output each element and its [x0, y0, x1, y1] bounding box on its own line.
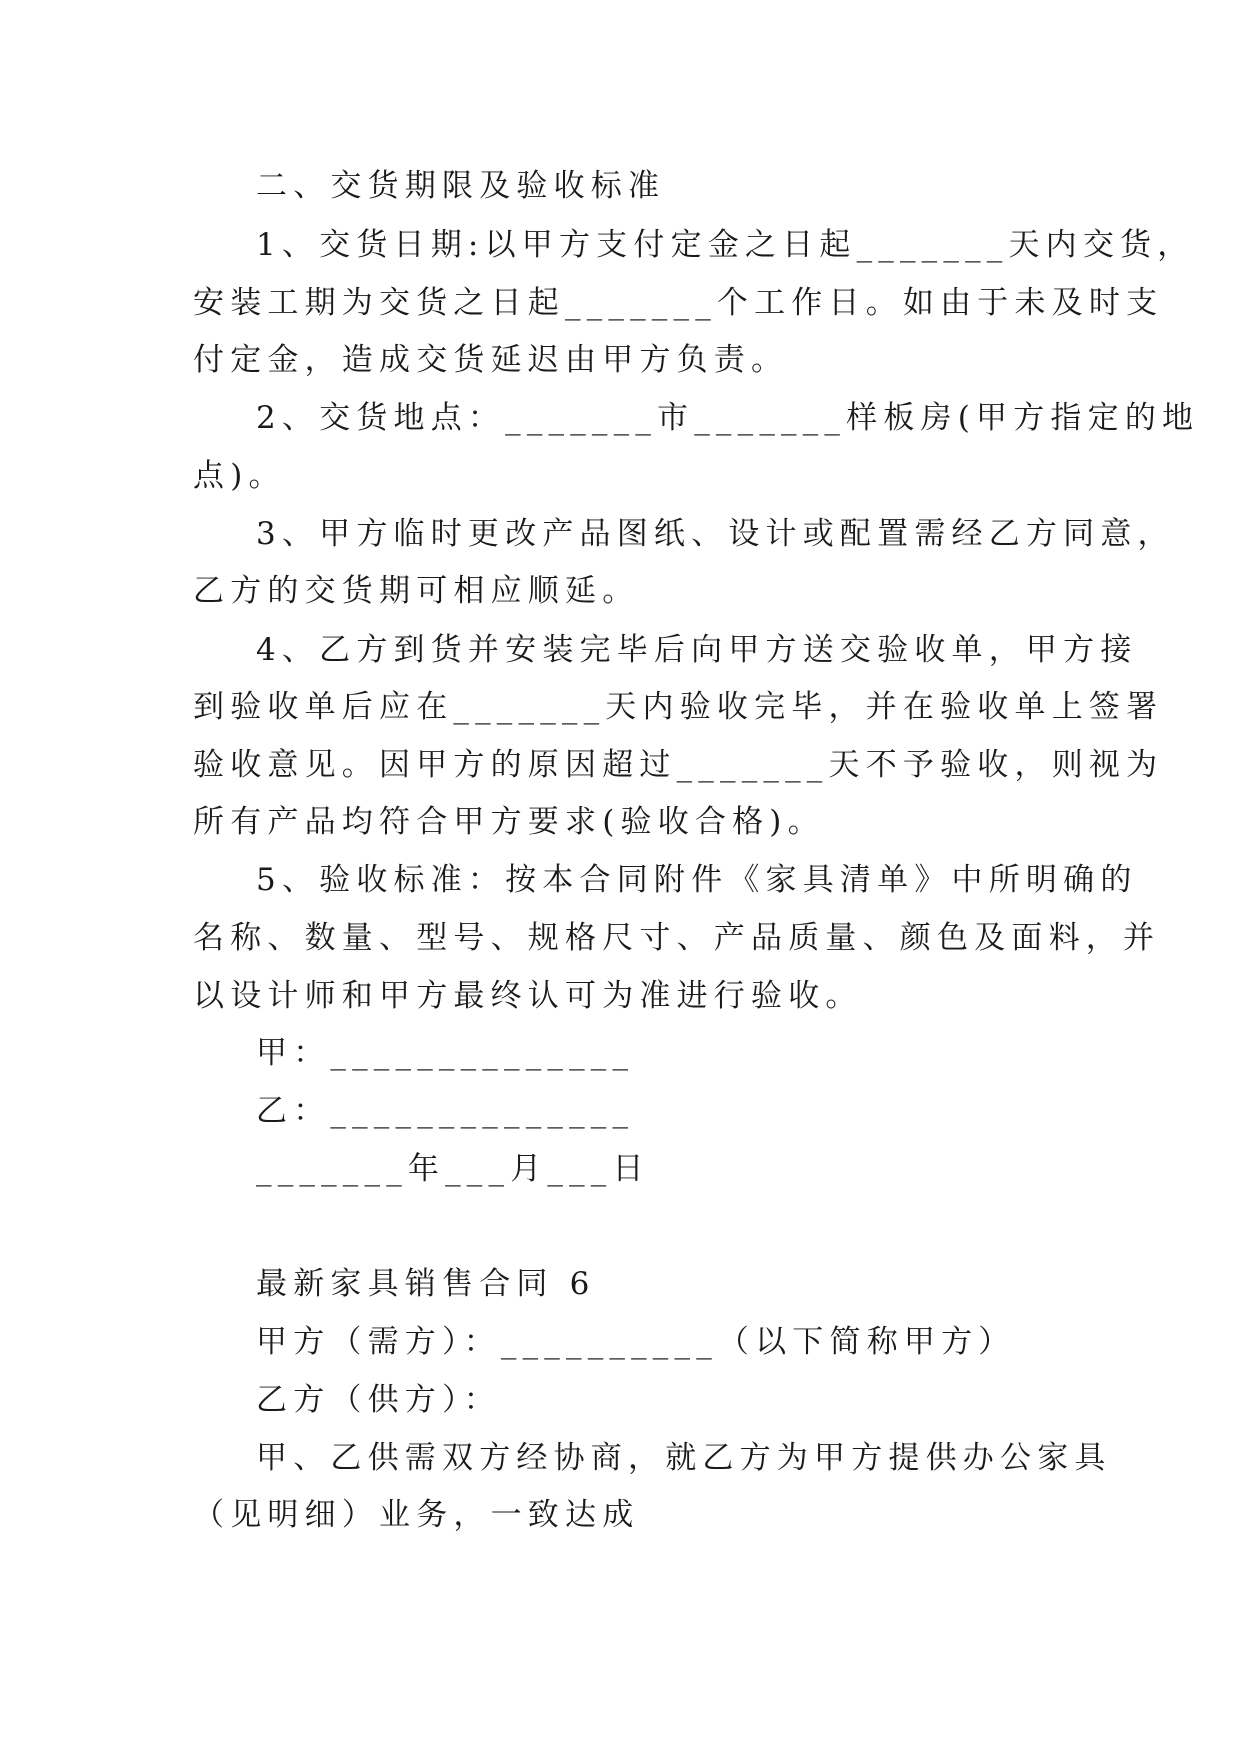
- contract6-party-b: 乙方（供方）：: [256, 1382, 501, 1418]
- signature-party-a: 甲：______________: [256, 1035, 635, 1071]
- clause3-line2: 乙方的交货期可相应顺延。: [193, 573, 640, 609]
- signature-date: _______年___月___日: [256, 1151, 650, 1187]
- clause1-line1: 1、交货日期:以甲方支付定金之日起_______天内交货，: [256, 227, 1195, 263]
- clause2-line1: 2、交货地点：_______市_______样板房(甲方指定的地: [256, 400, 1200, 436]
- contract6-intro-line2: （见明细）业务，一致达成: [193, 1497, 640, 1533]
- clause2-line2: 点)。: [193, 458, 286, 494]
- clause1-line3: 付定金，造成交货延迟由甲方负责。: [193, 342, 789, 378]
- clause4-line2: 到验收单后应在_______天内验收完毕，并在验收单上签署: [193, 689, 1164, 725]
- signature-party-b: 乙：______________: [256, 1093, 635, 1129]
- clause4-line3: 验收意见。因甲方的原因超过_______天不予验收，则视为: [193, 747, 1164, 783]
- clause5-line1: 5、验收标准：按本合同附件《家具清单》中所明确的: [256, 862, 1138, 898]
- clause4-line4: 所有产品均符合甲方要求(验收合格)。: [193, 804, 825, 840]
- clause4-line1: 4、乙方到货并安装完毕后向甲方送交验收单，甲方接: [256, 632, 1138, 668]
- clause5-line2: 名称、数量、型号、规格尺寸、产品质量、颜色及面料，并: [193, 920, 1161, 956]
- section-title: 二、交货期限及验收标准: [256, 168, 666, 204]
- contract6-party-a: 甲方（需方）：__________（以下简称甲方）: [256, 1324, 1016, 1360]
- clause1-line2: 安装工期为交货之日起_______个工作日。如由于未及时支: [193, 285, 1164, 321]
- contract6-intro-line1: 甲、乙供需双方经协商，就乙方为甲方提供办公家具: [256, 1440, 1112, 1476]
- contract6-title: 最新家具销售合同 6: [256, 1266, 596, 1302]
- clause5-line3: 以设计师和甲方最终认可为准进行验收。: [193, 978, 863, 1014]
- clause3-line1: 3、甲方临时更改产品图纸、设计或配置需经乙方同意，: [256, 516, 1175, 552]
